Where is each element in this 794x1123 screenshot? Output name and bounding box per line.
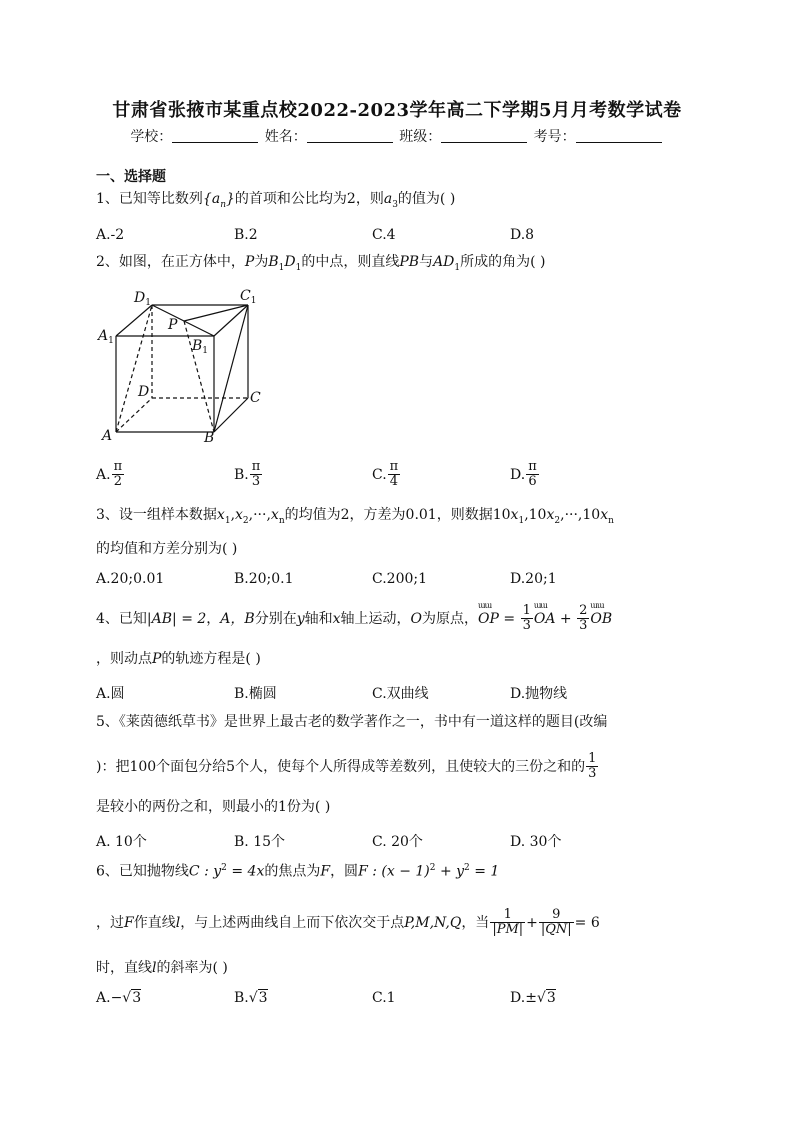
id-blank[interactable] xyxy=(576,128,662,143)
question-4-stem-line2: ，则动点P的轨迹方程是( ) xyxy=(96,651,261,667)
question-6-stem-line3: 时，直线l的斜率为( ) xyxy=(96,960,228,976)
question-1-option-a[interactable]: A.-2 xyxy=(96,227,125,243)
question-1-option-b[interactable]: B.2 xyxy=(234,227,258,243)
page-title: 甘肃省张掖市某重点校2022-2023学年高二下学期5月月考数学试卷 xyxy=(112,100,682,121)
question-6-option-d[interactable]: D.±√3 xyxy=(510,990,556,1006)
segment-bc1 xyxy=(214,305,248,432)
question-4-option-b[interactable]: B.椭圆 xyxy=(234,686,277,702)
question-5-option-b[interactable]: B. 15个 xyxy=(234,834,286,850)
label-b1: $B_1$ xyxy=(192,338,209,356)
cube-figure xyxy=(96,284,276,446)
class-label: 班级： xyxy=(399,129,442,145)
segment-ad1 xyxy=(116,305,152,432)
question-5-option-d[interactable]: D. 30个 xyxy=(510,834,562,850)
question-4-option-c[interactable]: C.双曲线 xyxy=(372,686,429,702)
question-2-stem: 2、如图，在正方体中，P为$B_1D_1$的中点，则直线PB与$AD_1$所成的角为( ) xyxy=(96,254,546,273)
question-5-option-a[interactable]: A. 10个 xyxy=(96,834,147,850)
question-6-option-a[interactable]: A.−√3 xyxy=(96,990,142,1006)
question-2-option-a[interactable]: A. $\frac{\pi}{2}$ xyxy=(96,459,123,490)
question-3-stem-line2: 的均值和方差分别为( ) xyxy=(96,541,238,557)
question-4-stem-line1: 4、已知|AB| = 2，A，B分别在y轴和x轴上运动，O为原点， ɯɯ OP = $\frac{1}{3}$ ɯɯ OA + $\frac{2}{3}$ ɯɯ OB xyxy=(96,600,613,634)
question-1-option-c[interactable]: C.4 xyxy=(372,227,396,243)
question-1-option-d[interactable]: D.8 xyxy=(510,227,535,243)
label-d: D xyxy=(138,384,150,400)
question-2-option-d[interactable]: D. $\frac{\pi}{6}$ xyxy=(510,459,537,490)
id-label: 考号： xyxy=(533,129,576,145)
student-info-line xyxy=(0,126,794,146)
label-c1: $C_1$ xyxy=(240,288,257,306)
question-3-option-c[interactable]: C.200;1 xyxy=(372,571,428,587)
question-5-option-c[interactable]: C. 20个 xyxy=(372,834,423,850)
question-6-option-c[interactable]: C.1 xyxy=(372,990,396,1006)
question-3-option-b[interactable]: B.20;0.1 xyxy=(234,571,294,587)
label-p: P xyxy=(168,317,178,333)
name-label: 姓名： xyxy=(264,129,307,145)
question-6-stem-line1: 6、已知抛物线C : $y^2 = 4x$的焦点为F，圆F : $(x - 1)^2 + y^2 = 1$ xyxy=(96,863,500,880)
question-3-option-a[interactable]: A.20;0.01 xyxy=(96,571,165,587)
label-d1: $D_1$ xyxy=(134,290,151,308)
name-blank[interactable] xyxy=(307,128,393,143)
label-a: A xyxy=(102,428,113,444)
question-3-stem-line1: 3、设一组样本数据$x_1,x_2,\cdot\cdot\cdot,x_n$的均值为2，方差为0.01，则数据$10x_1,10x_2,\cdot\cdot\cdot,10x_n$ xyxy=(96,507,614,526)
edge-a1d1 xyxy=(116,305,152,336)
question-5-stem-line1: 5、《莱茵德纸草书》是世界上最古老的数学著作之一，书中有一道这样的题目(改编 xyxy=(96,714,608,730)
label-a1: $A_1$ xyxy=(98,328,114,346)
question-6-stem-line2: ，过F作直线l，与上述两曲线自上而下依次交于点P,M,N,Q，当 $\frac{1}{|PM|}$ + $\frac{9}{|QN|}$ = 6 xyxy=(96,907,600,938)
question-2-option-b[interactable]: B. $\frac{\pi}{3}$ xyxy=(234,459,261,490)
question-5-stem-line3: 是较小的两份之和，则最小的1份为( ) xyxy=(96,799,331,815)
question-4-option-d[interactable]: D.抛物线 xyxy=(510,686,568,702)
school-label: 学校： xyxy=(130,129,173,145)
question-6-option-b[interactable]: B.√3 xyxy=(234,990,268,1006)
class-blank[interactable] xyxy=(441,128,527,143)
question-5-stem-line2: )：把100个面包分给5个人，使每个人所得成等差数列，且使较大的三份之和的 $\frac{1}{3}$ xyxy=(96,751,597,782)
label-b: B xyxy=(204,430,215,446)
school-blank[interactable] xyxy=(172,128,258,143)
question-4-option-a[interactable]: A.圆 xyxy=(96,686,125,702)
section-heading: 一、选择题 xyxy=(96,169,166,185)
question-2-option-c[interactable]: C. $\frac{\pi}{4}$ xyxy=(372,459,399,490)
label-c: C xyxy=(250,390,261,406)
question-1-stem: 1、已知等比数列$\{a_n\}$的首项和公比均为2，则$a_3$的值为( ) xyxy=(96,191,456,210)
segment-d1b1 xyxy=(152,305,214,336)
question-3-option-d[interactable]: D.20;1 xyxy=(510,571,557,587)
